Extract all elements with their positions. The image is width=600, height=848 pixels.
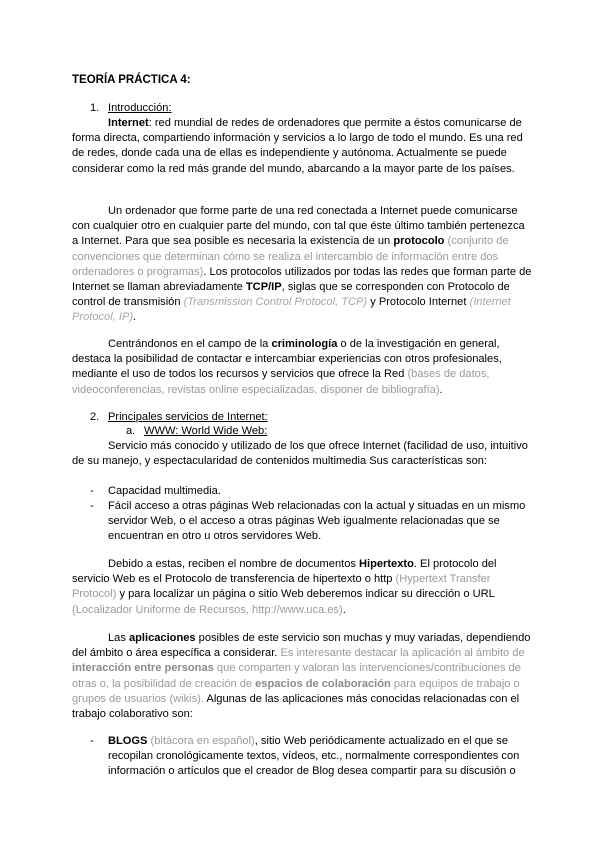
aplicaciones-paragraph: Las aplicaciones posibles de este servicio son muchas y muy variadas, dependiendo del ámbito o área específica a considerar. Es interesante destacar la aplicación al ámbito de interacción entre personas que comparten y valoran las intervenciones/contribuciones de otras o, la posibilidad de creación de espacios de colaboración para equipos de trabajo o grupos de usuarios (wikis). Algunas de las aplicaciones más conocidas relacionadas con el trabajo colaborativo son: [72, 632, 531, 721]
page-title: TEORÍA PRÁCTICA 4: [72, 74, 191, 86]
bullet-multimedia: Capacidad multimedia. [108, 485, 221, 497]
section-1-heading: Introducción: [108, 102, 172, 114]
bullet-dash-2: - [90, 500, 94, 512]
section-2-heading: Principales servicios de Internet: [108, 411, 268, 423]
intro-paragraph-2: Un ordenador que forme parte de una red conectada a Internet puede comunicarse con cualquier otro en cualquier parte del mundo, con tal que éste último también pertenezca a Internet. Para que sea posible es necesaria la existencia de un protocolo (conjunto de convenciones que determinan cómo se realiza el intercambio de información entre dos ordenadores o programas). Los protocolos utilizados por todas las redes que forman parte de Internet se llaman abreviadamente TCP/IP, siglas que se corresponden con Protocolo de control de transmisión (Transmission Control Protocol, TCP) y Protocolo Internet (Internet Protocol, IP). [72, 205, 532, 324]
section-1-number: 1. [90, 102, 100, 114]
intro-paragraph-3: Centrándonos en el campo de la criminología o de la investigación en general, destaca la posibilidad de contactar e intercambiar experiencias con otros profesionales, mediante el uso de todos los recursos y servicios que ofrece la Red (bases de datos, videoconferencias, revistas online especializadas, disponer de bibliografía). [72, 338, 502, 396]
intro-paragraph-1: Internet: red mundial de redes de ordenadores que permite a éstos comunicarse de forma directa, compartiendo información y servicios a lo largo de todo el mundo. Es una red de redes, donde cada una de ellas es independiente y autónoma. Actualmente se puede considerar como la red más grande del mundo, abarcando a la mayor parte de los países. [72, 117, 523, 175]
subsection-a-heading: WWW: World Wide Web: [144, 425, 268, 437]
term-interaccion: interacción entre personas [72, 662, 214, 675]
term-protocolo: protocolo [393, 235, 445, 248]
term-hipertexto: Hipertexto [359, 558, 414, 570]
bullet-blogs: BLOGS (bitácora en español), sitio Web periódicamente actualizado en el que se recopilan cronológicamente textos, vídeos, etc., normalmente correspondientes con información o artículos que el creador de Blog desea compartir para su discusión o [108, 735, 520, 778]
term-espacios-colaboracion: espacios de colaboración [255, 677, 391, 690]
bullet-dash-1: - [90, 485, 94, 497]
www-paragraph: Servicio más conocido y utilizado de los que ofrece Internet (facilidad de uso, intuitivo de su manejo, y espectacularidad de contenidos multimedia Sus características son: [72, 440, 528, 468]
bullet-acceso: Fácil acceso a otras páginas Web relacionadas con la actual y situadas en un mismo servidor Web, o el acceso a otras páginas Web igualmente relacionadas que se encuentran en otro u otros servidores Web. [108, 500, 526, 543]
bullet-dash-3: - [90, 735, 94, 747]
section-2-number: 2. [90, 411, 100, 423]
term-blogs: BLOGS [108, 735, 148, 747]
term-internet: Internet [108, 117, 149, 129]
hipertexto-paragraph: Debido a estas, reciben el nombre de documentos Hipertexto. El protocolo del servicio Web es el Protocolo de transferencia de hipertexto o http (Hypertext Transfer Protocol) y para localizar un página o sitio Web deberemos indicar su dirección o URL (Localizador Uniforme de Recursos, http://www.uca.es). [72, 558, 497, 616]
subsection-a-number: a. [126, 425, 136, 437]
term-aplicaciones: aplicaciones [128, 632, 196, 644]
term-tcpip: TCP/IP [245, 281, 282, 294]
term-criminologia: criminología [271, 338, 338, 350]
